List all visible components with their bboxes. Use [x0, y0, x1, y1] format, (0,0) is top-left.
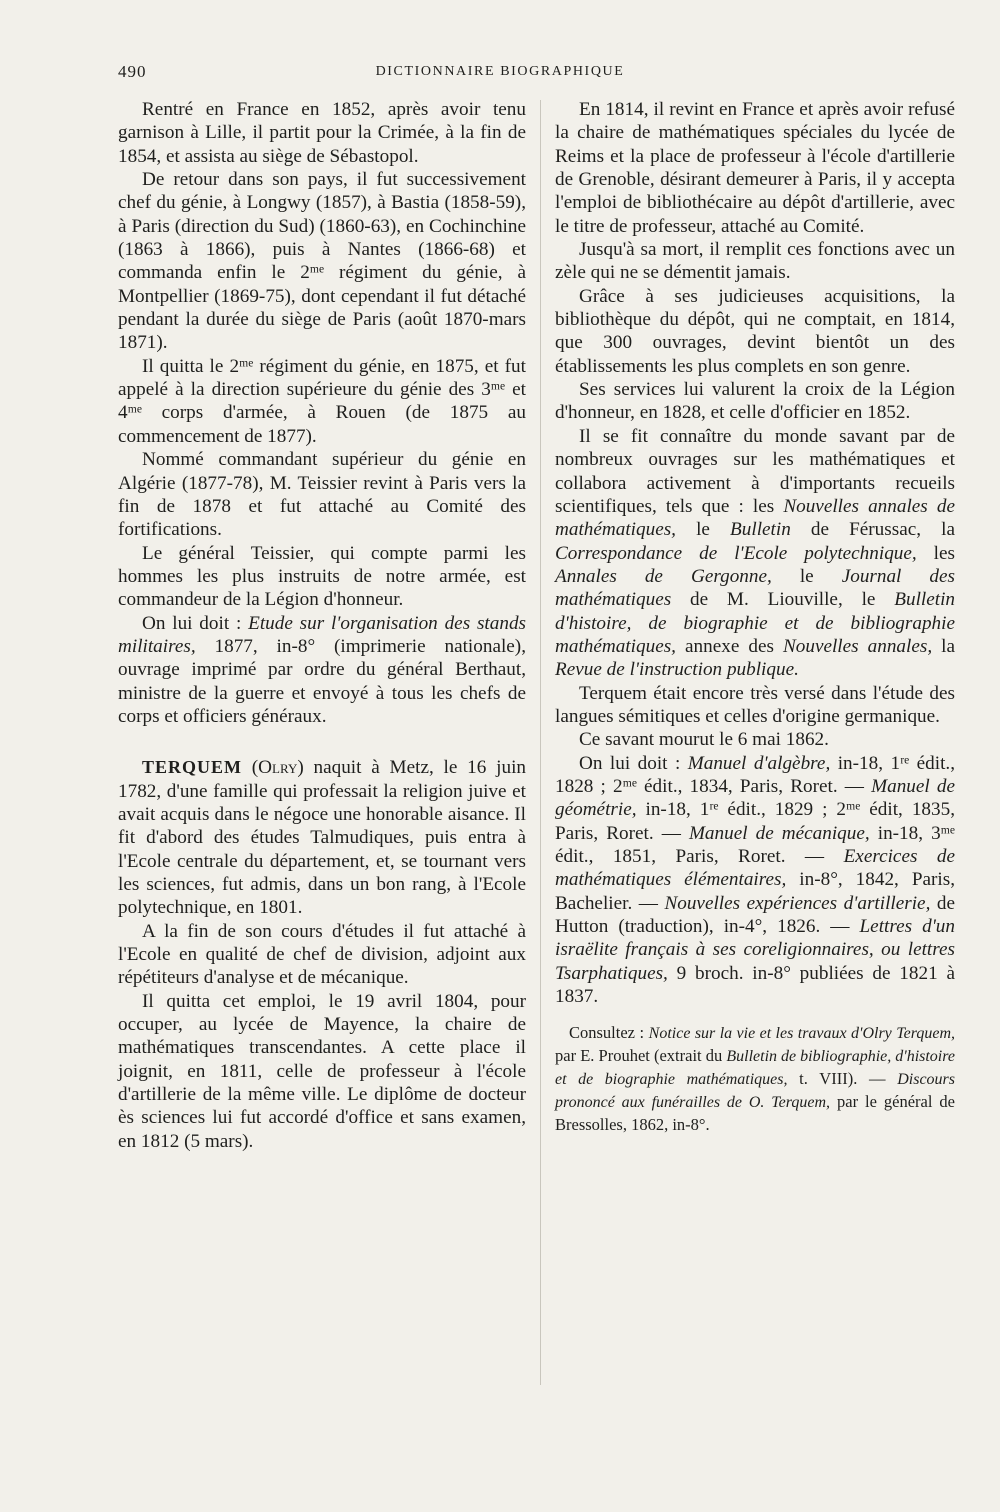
work-title: Bulletin d'histoire, de biographie et de bibliographie mathématiques, — [555, 589, 955, 657]
text-run: Il se fit connaître du monde savant par de nombreux ouvrages sur les mathématiques et collabora activement à d'importants recueils scientifiques, tels que : les — [555, 425, 955, 517]
paragraph: Le général Teissier, qui compte parmi les hommes les plus instruits de notre armée, est commandeur de la Légion d'honneur. — [118, 542, 526, 611]
work-title: Manuel de géométrie, — [555, 775, 955, 821]
work-title: Journal des mathématiques — [555, 565, 955, 611]
text-run: On lui doit : — [142, 612, 249, 634]
text-run: de M. Liouville, le — [671, 589, 895, 611]
consult-note — [555, 1022, 955, 1136]
text-run: naquit à Metz, le 16 juin 1782, d'une famille qui professait la religion juive et avait acquis dans le négoce une honorable aisance. Il fit d'abord des études Talmudiques, puis entra à l'Ecole centrale du département, et, se tournant vers les sciences, fut admis, dans un bon rang, à l'Ecole polytechnique, en 1801. — [118, 757, 526, 919]
text-run: annexe des — [675, 635, 783, 657]
text-run: la — [932, 635, 955, 657]
page-header — [0, 62, 1000, 86]
page-number: 490 — [118, 62, 147, 81]
work-title: Bulletin — [730, 519, 791, 541]
work-title: Manuel de mécanique, — [688, 822, 870, 844]
paragraph: Il quitta le 2ᵐᵉ régiment du génie, en 1875, et fut appelé à la direction supérieure du génie des 3ᵐᵉ et 4ᵐᵉ corps d'armée, à Rouen (de 1875 au commencement de 1877). — [118, 355, 526, 447]
text-run: par le général de Bressolles, 1862, in-8°. — [555, 1092, 955, 1135]
work-title: Notice sur la vie et les travaux d'Olry Terquem, — [648, 1025, 956, 1043]
paragraph: Ce savant mourut le 6 mai 1862. — [579, 729, 829, 751]
text-run: On lui doit : — [579, 752, 688, 774]
text-run: par E. Prouhet (extrait du — [555, 1046, 727, 1066]
work-title: Discours prononcé aux funérailles de O. Terquem, — [555, 1071, 955, 1112]
work-title: Exercices de mathématiques élémentaires, — [555, 846, 955, 891]
paragraph: De retour dans son pays, il fut successivement chef du génie, à Longwy (1857), à Bastia (1858-59), à Paris (direction du Sud) (1860-63), en Cochinchine (1863 à 1866), puis à Nantes (1866-68) et commanda enfin le 2ᵐᵉ régiment du génie, à Montpellier (1869-75), dont cependant il fut détaché pendant la durée du siège de Paris (août 1870-mars 1871). — [118, 169, 526, 354]
paragraph: Nommé commandant supérieur du génie en Algérie (1877-78), M. Teissier revint à Paris vers la fin de 1878 et fut attaché au Comité des fortifications. — [118, 449, 526, 541]
paragraph: Rentré en France en 1852, après avoir tenu garnison à Lille, il partit pour la Crimée, à la fin de 1854, et assista au siège de Sébastopol. — [118, 99, 526, 167]
text-run: le — [771, 565, 842, 587]
text-run: 1877, in-8° (imprimerie nationale), ouvrage imprimé par ordre du général Berthaut, ministre de la guerre et envoyé à tous les chefs de corps et officiers généraux. — [118, 635, 526, 727]
work-title: Manuel d'algèbre, — [687, 752, 831, 774]
paragraph: Jusqu'à sa mort, il remplit ces fonctions avec un zèle qui ne se démentit jamais. — [555, 239, 955, 284]
entry-first-name: (Olry) — [251, 757, 304, 779]
text-run: le — [675, 519, 731, 541]
text-run: de Hutton (traduction), in-4°, 1826. — — [555, 892, 955, 938]
work-title: Nouvelles expériences d'artillerie, — [664, 892, 931, 914]
text-run: Consultez : — [569, 1023, 649, 1043]
text-run: les — [916, 542, 955, 564]
running-title: DICTIONNAIRE BIOGRAPHIQUE — [375, 64, 625, 79]
text-run: in-8°, 1842, Paris, Bachelier. — — [555, 869, 955, 914]
work-title: Correspondance de l'Ecole polytechnique, — [555, 542, 917, 564]
work-title: Bulletin de bibliographie, d'histoire et de biographie mathématiques, — [555, 1048, 955, 1089]
paragraph: Il quitta cet emploi, le 19 avril 1804, pour occuper, au lycée de Mayence, la chaire de mathématiques transcendantes. A cette place il joignit, en 1811, celle de professeur à l'école d'artillerie de la même ville. Le diplôme de docteur ès sciences lui fut accordé d'office et sans examen, en 1812 (5 mars). — [118, 990, 526, 1152]
paragraph: Ses services lui valurent la croix de la Légion d'honneur, en 1828, et celle d'officier en 1852. — [555, 379, 955, 424]
work-title: Etude sur l'organisation des stands militaires, — [118, 612, 527, 657]
column-divider — [540, 100, 541, 1385]
work-title: Lettres d'un israëlite français à ses coreligionnaires, ou lettres Tsarphatiques, — [555, 916, 955, 984]
paragraph: En 1814, il revint en France et après avoir refusé la chaire de mathématiques spéciales du lycée de Reims et la place de professeur à l'école d'artillerie de Grenoble, désirant demeurer à Paris, il y accepta l'emploi de bibliothécaire au dépôt d'artillerie, avec le titre de professeur, attaché au Comité. — [555, 99, 955, 237]
left-column — [118, 98, 526, 1153]
paragraph — [555, 752, 955, 1009]
paragraph — [118, 612, 526, 729]
text-run: in-18, 1ʳᵉ édit., 1828 ; 2ᵐᵉ édit., 1834, Paris, Roret. — — [555, 752, 955, 797]
paragraph: Grâce à ses judicieuses acquisitions, la bibliothèque du dépôt, qui ne comptait, en 1814, que 300 ouvrages, devint bientôt un des établissements les plus complets en son genre. — [555, 285, 955, 377]
work-title: Annales de Gergonne, — [555, 565, 772, 587]
work-title: Nouvelles annales, — [782, 635, 933, 657]
paragraph — [555, 425, 955, 682]
entry-name: TERQUEM — [142, 757, 243, 778]
paragraph: A la fin de son cours d'études il fut attaché à l'Ecole en qualité de chef de division, adjoint aux répétiteurs d'analyse et de mécanique. — [118, 920, 526, 989]
work-title: Nouvelles annales de mathématiques, — [555, 495, 955, 541]
text-run: in-18, 1ʳᵉ édit., 1829 ; 2ᵐᵉ édit, 1835, Paris, Roret. — — [555, 799, 955, 844]
right-column — [555, 98, 955, 1136]
text-run: t. VIII). — — [787, 1069, 898, 1089]
text-run: in-18, 3ᵐᵉ édit., 1851, Paris, Roret. — — [555, 822, 955, 867]
text-run: de Férussac, la — [790, 519, 955, 541]
work-title: Revue de l'instruction publique. — [555, 659, 799, 681]
entry-terquem — [118, 756, 526, 919]
paragraph: Terquem était encore très versé dans l'étude des langues sémitiques et celles d'origine germanique. — [555, 682, 955, 727]
text-run: 9 broch. in-8° publiées de 1821 à 1837. — [555, 962, 955, 1008]
